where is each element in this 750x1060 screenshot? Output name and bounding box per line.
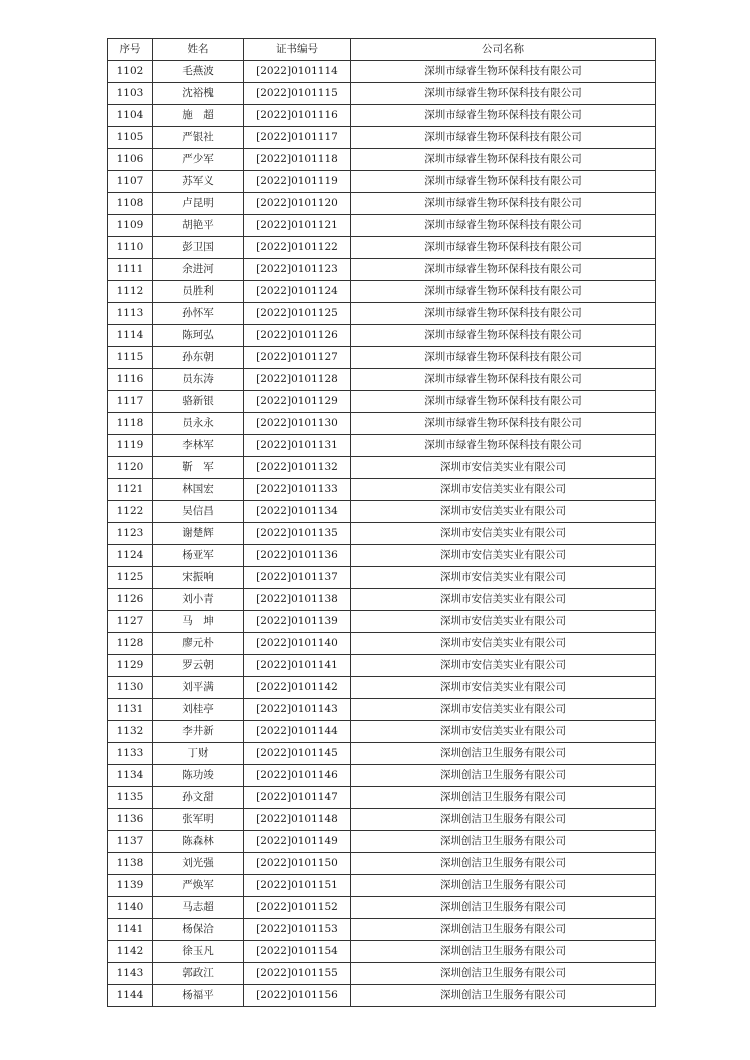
cell-cert: [2022]0101143 xyxy=(244,699,351,721)
certificate-table xyxy=(107,38,656,1007)
cell-seq: 1117 xyxy=(108,391,153,413)
table-row xyxy=(108,853,656,875)
cell-company: 深圳市绿睿生物环保科技有限公司 xyxy=(351,171,656,193)
cell-name: 杨保洽 xyxy=(153,919,244,941)
cell-name: 吴信昌 xyxy=(153,501,244,523)
cell-seq: 1134 xyxy=(108,765,153,787)
cell-seq: 1110 xyxy=(108,237,153,259)
cell-name: 苏军义 xyxy=(153,171,244,193)
cell-cert: [2022]0101156 xyxy=(244,985,351,1007)
cell-company: 深圳市绿睿生物环保科技有限公司 xyxy=(351,435,656,457)
cell-cert: [2022]0101116 xyxy=(244,105,351,127)
cell-cert: [2022]0101120 xyxy=(244,193,351,215)
cell-cert: [2022]0101114 xyxy=(244,61,351,83)
cell-company: 深圳市绿睿生物环保科技有限公司 xyxy=(351,215,656,237)
cell-company: 深圳市安信美实业有限公司 xyxy=(351,479,656,501)
cell-cert: [2022]0101151 xyxy=(244,875,351,897)
cell-cert: [2022]0101155 xyxy=(244,963,351,985)
cell-company: 深圳市绿睿生物环保科技有限公司 xyxy=(351,193,656,215)
cell-name: 陈功竣 xyxy=(153,765,244,787)
table-row xyxy=(108,501,656,523)
cell-cert: [2022]0101146 xyxy=(244,765,351,787)
cell-name: 沈裕槐 xyxy=(153,83,244,105)
cell-name: 严焕军 xyxy=(153,875,244,897)
table-row xyxy=(108,875,656,897)
cell-company: 深圳市绿睿生物环保科技有限公司 xyxy=(351,127,656,149)
cell-name: 员永永 xyxy=(153,413,244,435)
cell-cert: [2022]0101141 xyxy=(244,655,351,677)
cell-name: 毛燕波 xyxy=(153,61,244,83)
cell-company: 深圳市绿睿生物环保科技有限公司 xyxy=(351,259,656,281)
cell-company: 深圳创洁卫生服务有限公司 xyxy=(351,985,656,1007)
cell-seq: 1126 xyxy=(108,589,153,611)
table-row xyxy=(108,919,656,941)
cell-name: 孙文甜 xyxy=(153,787,244,809)
cell-cert: [2022]0101137 xyxy=(244,567,351,589)
cell-seq: 1107 xyxy=(108,171,153,193)
cell-company: 深圳市绿睿生物环保科技有限公司 xyxy=(351,105,656,127)
cell-company: 深圳创洁卫生服务有限公司 xyxy=(351,875,656,897)
cell-seq: 1143 xyxy=(108,963,153,985)
cell-name: 杨福平 xyxy=(153,985,244,1007)
cell-name: 胡艳平 xyxy=(153,215,244,237)
cell-seq: 1102 xyxy=(108,61,153,83)
cell-name: 张军明 xyxy=(153,809,244,831)
cell-cert: [2022]0101144 xyxy=(244,721,351,743)
table-row xyxy=(108,435,656,457)
cell-cert: [2022]0101125 xyxy=(244,303,351,325)
cell-seq: 1139 xyxy=(108,875,153,897)
cell-cert: [2022]0101134 xyxy=(244,501,351,523)
cell-name: 丁财 xyxy=(153,743,244,765)
cell-company: 深圳创洁卫生服务有限公司 xyxy=(351,809,656,831)
table-row xyxy=(108,897,656,919)
cell-seq: 1141 xyxy=(108,919,153,941)
table-row xyxy=(108,765,656,787)
cell-seq: 1118 xyxy=(108,413,153,435)
cell-name: 员东涛 xyxy=(153,369,244,391)
cell-name: 员胜利 xyxy=(153,281,244,303)
cell-cert: [2022]0101124 xyxy=(244,281,351,303)
cell-name: 陈珂弘 xyxy=(153,325,244,347)
cell-name: 李井新 xyxy=(153,721,244,743)
cell-seq: 1125 xyxy=(108,567,153,589)
cell-cert: [2022]0101145 xyxy=(244,743,351,765)
cell-cert: [2022]0101153 xyxy=(244,919,351,941)
header-cert: 证书编号 xyxy=(244,39,351,61)
cell-cert: [2022]0101135 xyxy=(244,523,351,545)
cell-company: 深圳市安信美实业有限公司 xyxy=(351,589,656,611)
table-row xyxy=(108,325,656,347)
table-row xyxy=(108,787,656,809)
cell-cert: [2022]0101136 xyxy=(244,545,351,567)
cell-seq: 1120 xyxy=(108,457,153,479)
cell-seq: 1144 xyxy=(108,985,153,1007)
table-row xyxy=(108,193,656,215)
cell-name: 孙东朝 xyxy=(153,347,244,369)
cell-seq: 1135 xyxy=(108,787,153,809)
cell-name: 罗云朝 xyxy=(153,655,244,677)
cell-cert: [2022]0101154 xyxy=(244,941,351,963)
cell-seq: 1127 xyxy=(108,611,153,633)
cell-seq: 1124 xyxy=(108,545,153,567)
cell-name: 严银社 xyxy=(153,127,244,149)
cell-name: 刘光强 xyxy=(153,853,244,875)
cell-company: 深圳创洁卫生服务有限公司 xyxy=(351,765,656,787)
cell-company: 深圳市绿睿生物环保科技有限公司 xyxy=(351,369,656,391)
cell-seq: 1140 xyxy=(108,897,153,919)
cell-cert: [2022]0101122 xyxy=(244,237,351,259)
cell-name: 廖元朴 xyxy=(153,633,244,655)
cell-cert: [2022]0101119 xyxy=(244,171,351,193)
table-row xyxy=(108,809,656,831)
cell-name: 郭政江 xyxy=(153,963,244,985)
cell-company: 深圳市绿睿生物环保科技有限公司 xyxy=(351,303,656,325)
table-row xyxy=(108,743,656,765)
cell-seq: 1113 xyxy=(108,303,153,325)
cell-seq: 1132 xyxy=(108,721,153,743)
cell-cert: [2022]0101142 xyxy=(244,677,351,699)
cell-seq: 1122 xyxy=(108,501,153,523)
table-row xyxy=(108,941,656,963)
cell-name: 徐玉凡 xyxy=(153,941,244,963)
cell-company: 深圳创洁卫生服务有限公司 xyxy=(351,897,656,919)
table-row xyxy=(108,369,656,391)
cell-company: 深圳市绿睿生物环保科技有限公司 xyxy=(351,325,656,347)
cell-company: 深圳市绿睿生物环保科技有限公司 xyxy=(351,83,656,105)
cell-company: 深圳市绿睿生物环保科技有限公司 xyxy=(351,347,656,369)
cell-company: 深圳市安信美实业有限公司 xyxy=(351,633,656,655)
cell-company: 深圳市安信美实业有限公司 xyxy=(351,523,656,545)
cell-seq: 1123 xyxy=(108,523,153,545)
table-row xyxy=(108,633,656,655)
cell-company: 深圳创洁卫生服务有限公司 xyxy=(351,941,656,963)
cell-seq: 1133 xyxy=(108,743,153,765)
cell-name: 林国宏 xyxy=(153,479,244,501)
cell-seq: 1104 xyxy=(108,105,153,127)
table-row xyxy=(108,215,656,237)
cell-cert: [2022]0101118 xyxy=(244,149,351,171)
cell-company: 深圳市绿睿生物环保科技有限公司 xyxy=(351,391,656,413)
table-row xyxy=(108,611,656,633)
table-row xyxy=(108,171,656,193)
table-row xyxy=(108,721,656,743)
cell-company: 深圳创洁卫生服务有限公司 xyxy=(351,787,656,809)
cell-name: 彭卫国 xyxy=(153,237,244,259)
cell-company: 深圳市绿睿生物环保科技有限公司 xyxy=(351,413,656,435)
cell-name: 刘平满 xyxy=(153,677,244,699)
table-row xyxy=(108,963,656,985)
table-body xyxy=(108,61,656,1007)
cell-company: 深圳创洁卫生服务有限公司 xyxy=(351,919,656,941)
cell-seq: 1130 xyxy=(108,677,153,699)
table-row xyxy=(108,985,656,1007)
cell-company: 深圳市安信美实业有限公司 xyxy=(351,655,656,677)
cell-cert: [2022]0101115 xyxy=(244,83,351,105)
table-row xyxy=(108,149,656,171)
cell-cert: [2022]0101152 xyxy=(244,897,351,919)
cell-seq: 1109 xyxy=(108,215,153,237)
cell-cert: [2022]0101131 xyxy=(244,435,351,457)
cell-cert: [2022]0101129 xyxy=(244,391,351,413)
table-row xyxy=(108,259,656,281)
cell-name: 孙怀军 xyxy=(153,303,244,325)
cell-cert: [2022]0101133 xyxy=(244,479,351,501)
cell-seq: 1142 xyxy=(108,941,153,963)
cell-company: 深圳市安信美实业有限公司 xyxy=(351,611,656,633)
cell-seq: 1128 xyxy=(108,633,153,655)
cell-cert: [2022]0101128 xyxy=(244,369,351,391)
table-row xyxy=(108,457,656,479)
table-header-row xyxy=(108,39,656,61)
cell-company: 深圳创洁卫生服务有限公司 xyxy=(351,743,656,765)
cell-name: 骆新银 xyxy=(153,391,244,413)
cell-company: 深圳创洁卫生服务有限公司 xyxy=(351,963,656,985)
cell-seq: 1121 xyxy=(108,479,153,501)
table-row xyxy=(108,655,656,677)
cell-seq: 1116 xyxy=(108,369,153,391)
cell-name: 刘小青 xyxy=(153,589,244,611)
cell-name: 谢楚辉 xyxy=(153,523,244,545)
cell-cert: [2022]0101123 xyxy=(244,259,351,281)
table-row xyxy=(108,61,656,83)
table-row xyxy=(108,545,656,567)
cell-name: 马 坤 xyxy=(153,611,244,633)
cell-cert: [2022]0101132 xyxy=(244,457,351,479)
table-row xyxy=(108,589,656,611)
cell-seq: 1115 xyxy=(108,347,153,369)
table-row xyxy=(108,831,656,853)
cell-company: 深圳市绿睿生物环保科技有限公司 xyxy=(351,237,656,259)
cell-name: 卢昆明 xyxy=(153,193,244,215)
cell-company: 深圳市绿睿生物环保科技有限公司 xyxy=(351,149,656,171)
table-row xyxy=(108,237,656,259)
cell-seq: 1131 xyxy=(108,699,153,721)
table-row xyxy=(108,523,656,545)
table-row xyxy=(108,391,656,413)
table-row xyxy=(108,699,656,721)
cell-cert: [2022]0101149 xyxy=(244,831,351,853)
cell-company: 深圳市安信美实业有限公司 xyxy=(351,457,656,479)
table-row xyxy=(108,413,656,435)
cell-name: 李林军 xyxy=(153,435,244,457)
cell-seq: 1106 xyxy=(108,149,153,171)
table-row xyxy=(108,105,656,127)
cell-seq: 1137 xyxy=(108,831,153,853)
cell-seq: 1108 xyxy=(108,193,153,215)
cell-cert: [2022]0101121 xyxy=(244,215,351,237)
cell-company: 深圳市安信美实业有限公司 xyxy=(351,677,656,699)
cell-seq: 1111 xyxy=(108,259,153,281)
cell-company: 深圳市安信美实业有限公司 xyxy=(351,721,656,743)
header-name: 姓名 xyxy=(153,39,244,61)
cell-cert: [2022]0101138 xyxy=(244,589,351,611)
cell-name: 严少军 xyxy=(153,149,244,171)
cell-company: 深圳创洁卫生服务有限公司 xyxy=(351,831,656,853)
cell-seq: 1129 xyxy=(108,655,153,677)
table-row xyxy=(108,347,656,369)
cell-cert: [2022]0101139 xyxy=(244,611,351,633)
cell-cert: [2022]0101140 xyxy=(244,633,351,655)
table-row xyxy=(108,567,656,589)
cell-seq: 1105 xyxy=(108,127,153,149)
cell-cert: [2022]0101127 xyxy=(244,347,351,369)
cell-seq: 1114 xyxy=(108,325,153,347)
header-company: 公司名称 xyxy=(351,39,656,61)
table-row xyxy=(108,479,656,501)
cell-seq: 1112 xyxy=(108,281,153,303)
cell-name: 刘桂亭 xyxy=(153,699,244,721)
cell-company: 深圳市安信美实业有限公司 xyxy=(351,545,656,567)
cell-name: 靳 军 xyxy=(153,457,244,479)
cell-cert: [2022]0101147 xyxy=(244,787,351,809)
cell-name: 杨亚军 xyxy=(153,545,244,567)
cell-seq: 1138 xyxy=(108,853,153,875)
cell-name: 马志超 xyxy=(153,897,244,919)
cell-cert: [2022]0101150 xyxy=(244,853,351,875)
header-seq: 序号 xyxy=(108,39,153,61)
cell-company: 深圳创洁卫生服务有限公司 xyxy=(351,853,656,875)
cell-name: 陈森林 xyxy=(153,831,244,853)
cell-cert: [2022]0101126 xyxy=(244,325,351,347)
cell-cert: [2022]0101148 xyxy=(244,809,351,831)
cell-name: 宋振响 xyxy=(153,567,244,589)
cell-company: 深圳市绿睿生物环保科技有限公司 xyxy=(351,281,656,303)
table-row xyxy=(108,677,656,699)
cell-seq: 1103 xyxy=(108,83,153,105)
cell-name: 余进河 xyxy=(153,259,244,281)
table-row xyxy=(108,127,656,149)
cell-company: 深圳市安信美实业有限公司 xyxy=(351,699,656,721)
table-row xyxy=(108,303,656,325)
table-row xyxy=(108,83,656,105)
cell-seq: 1136 xyxy=(108,809,153,831)
cell-company: 深圳市安信美实业有限公司 xyxy=(351,501,656,523)
cell-cert: [2022]0101117 xyxy=(244,127,351,149)
table-row xyxy=(108,281,656,303)
cell-name: 施 超 xyxy=(153,105,244,127)
cell-seq: 1119 xyxy=(108,435,153,457)
cell-company: 深圳市安信美实业有限公司 xyxy=(351,567,656,589)
cell-cert: [2022]0101130 xyxy=(244,413,351,435)
cell-company: 深圳市绿睿生物环保科技有限公司 xyxy=(351,61,656,83)
